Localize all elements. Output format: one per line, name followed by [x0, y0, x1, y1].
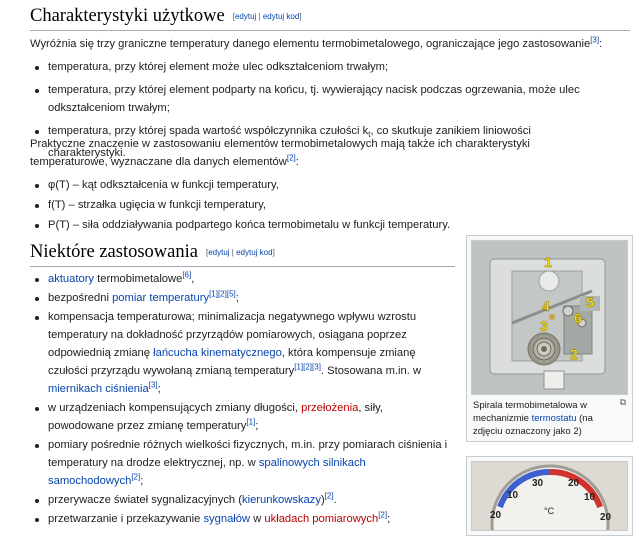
callout-label: 5	[586, 294, 594, 310]
edit-code-link[interactable]: edytuj kod	[236, 248, 273, 258]
applications-list	[30, 270, 450, 529]
dial-label: 20	[490, 510, 502, 521]
reference-link[interactable]: [1]	[246, 417, 256, 427]
reference-link[interactable]: [2]	[131, 472, 141, 482]
section-title: Charakterystyki użytkowe	[30, 6, 225, 26]
reference-link[interactable]: [3]	[590, 35, 600, 45]
thermostat-image[interactable]	[471, 240, 628, 395]
aktuatory-link[interactable]: aktuatory	[48, 273, 95, 285]
dial-label: 20	[600, 512, 612, 523]
lancuch-kinematyczny-link[interactable]: łańcucha kinematycznego	[153, 347, 282, 359]
list-item: pomiary pośrednie różnych wielkości fizycznych, m.in. przy pomiarach ciśnienia i temperatury na drodze elektrycznej, np. w spalinowych silnikach samochodowych[2];	[30, 436, 450, 490]
dial-label: 20	[568, 478, 580, 489]
list-item: bezpośredni pomiar temperatury[1][2][5];	[30, 289, 450, 307]
callout-label: 6	[574, 310, 582, 326]
reference-link[interactable]: [2]	[378, 510, 388, 520]
kierunkowskazy-link[interactable]: kierunkowskazy	[241, 494, 321, 506]
reference-link[interactable]: [3]	[148, 380, 158, 390]
thermostat-photo	[472, 241, 627, 394]
list-item: przetwarzanie i przekazywanie sygnałów w układach pomiarowych[2];	[30, 510, 450, 528]
edit-link[interactable]: edytuj	[208, 248, 230, 258]
termostat-link[interactable]: termostatu	[531, 413, 577, 424]
dial-unit: °C	[544, 506, 555, 516]
dial-label: 10	[584, 492, 596, 503]
reference-link[interactable]: [6]	[182, 270, 192, 280]
edit-section-links: [edytuj | edytuj kod]	[232, 12, 302, 22]
heading-divider	[30, 30, 630, 31]
section-title: Niektóre zastosowania	[30, 242, 198, 262]
intro-paragraph: Wyróżnia się trzy graniczne temperatury danego elementu termobimetalowego, ograniczające jego zastosowanie[3]:	[30, 35, 603, 50]
list-item: P(T) – siła oddziaływania podpartego końca termobimetalu w funkcji temperatury.	[30, 216, 610, 234]
edit-section-links: [edytuj | edytuj kod]	[205, 248, 275, 258]
section-heading-zastosowania	[30, 242, 275, 263]
figure-caption: Spirala termobimetalowa w mechanizmie termostatu (na zdjęciu oznaczony jako 2)	[473, 400, 593, 437]
list-item: przerywacze świateł sygnalizacyjnych (kierunkowskazy)[2].	[30, 491, 450, 509]
reference-link[interactable]: [2]	[286, 153, 296, 163]
callout-label: 4	[542, 298, 550, 314]
pomiar-temperatury-link[interactable]: pomiar temperatury	[112, 292, 210, 304]
reference-link[interactable]: [1][2][5]	[209, 289, 236, 299]
thermometer-figure	[466, 456, 633, 536]
list-item: temperatura, przy której element może ulec odkształceniom trwałym;	[30, 58, 610, 76]
list-item: aktuatory termobimetalowe[6],	[30, 270, 450, 288]
edit-code-link[interactable]: edytuj kod	[262, 12, 300, 22]
section-heading-charakterystyki	[30, 6, 302, 27]
list-item: φ(T) – kąt odkształcenia w funkcji temperatury,	[30, 176, 610, 194]
uklady-pomiarowe-redlink[interactable]: układach pomiarowych	[264, 513, 379, 525]
list-item: f(T) – strzałka ugięcia w funkcji temperatury,	[30, 196, 610, 214]
list-item: temperatura, przy której element podparty na końcu, tj. wywierający nacisk podczas ogrzewania, może ulec odkształceniom trwałym;	[30, 81, 610, 117]
dial-label: 30	[532, 478, 544, 489]
heading-divider	[30, 266, 455, 267]
callout-label: 1	[544, 254, 552, 270]
characteristics-list	[30, 176, 610, 239]
przelozenia-redlink[interactable]: przełożenia	[301, 402, 359, 414]
dial-label: 10	[507, 490, 519, 501]
list-item: w urządzeniach kompensujących zmiany długości, przełożenia, siły, powodowane przez zmianę temperatury[1];	[30, 399, 450, 435]
callout-label: 3	[540, 318, 548, 334]
silniki-samochodowe-link[interactable]: spalinowych silnikach samochodowych	[48, 457, 366, 487]
list-item: kompensacja temperaturowa; minimalizacja negatywnego wpływu wzrostu temperatury na dokładność przyrządów pomiarowych, osiągana poprzez odpowiednią zmianę łańcucha kinematycznego, która kompensuje zmianę czułości przyrządu wywołaną zmianą temperatury[1][2][3]. Stosowana m.in. w miernikach ciśnienia[3];	[30, 308, 450, 398]
characteristics-paragraph: Praktyczne znaczenie w zastosowaniu elementów termobimetalowych mają także ich charakterystyki temperaturowe, wyznaczane dla danych elementów[2]:	[30, 138, 530, 168]
thermostat-figure	[466, 235, 633, 442]
sygnaly-link[interactable]: sygnałów	[203, 513, 251, 525]
enlarge-icon[interactable]: ⧉	[619, 397, 626, 407]
edit-link[interactable]: edytuj	[234, 12, 257, 22]
mierniki-cisnienia-link[interactable]: miernikach ciśnienia	[48, 383, 149, 395]
reference-link[interactable]: [2]	[324, 491, 334, 501]
reference-link[interactable]: [1][2][3]	[294, 362, 321, 372]
callout-label: 2	[570, 346, 578, 362]
list-item: temperatura, przy której spada wartość współczynnika czułości $k_t$, co skutkuje zanikiem liniowości charakterystyki.	[30, 122, 610, 162]
